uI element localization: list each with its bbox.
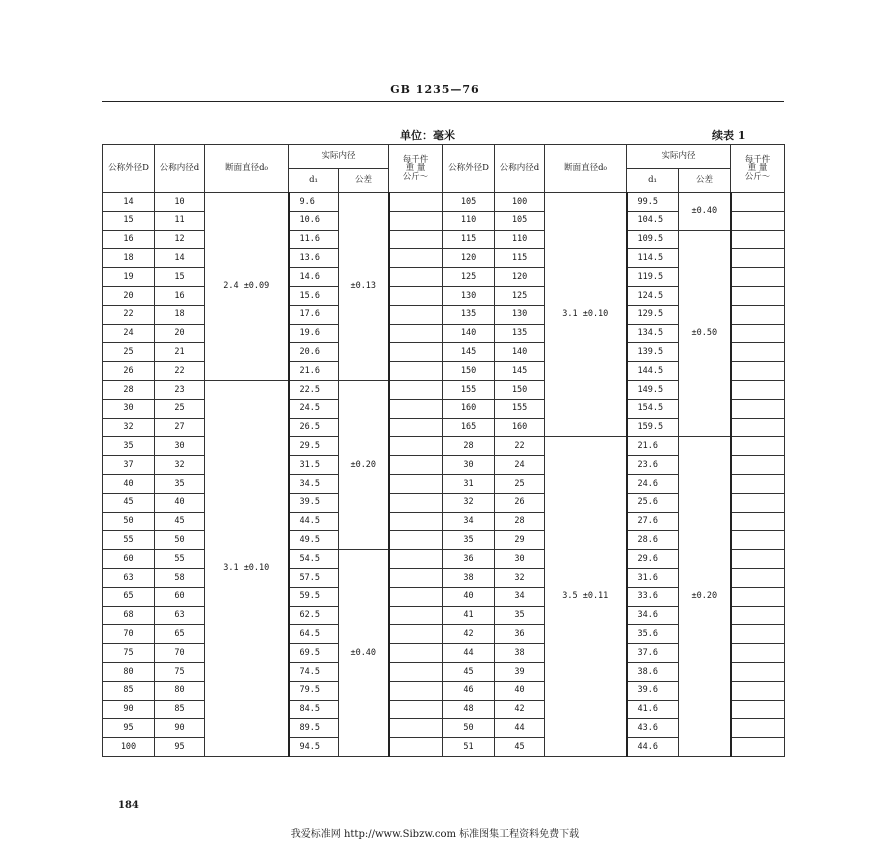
cell-outer-diameter-right: 51 (443, 738, 495, 757)
cell-weight (389, 418, 443, 437)
cell-inner-diameter: 18 (155, 305, 205, 324)
cell-weight-right (731, 305, 785, 324)
cell-outer-diameter-right: 155 (443, 380, 495, 399)
cell-outer-diameter-right: 34 (443, 512, 495, 531)
cell-inner-diameter: 12 (155, 230, 205, 249)
cell-outer-diameter-right: 44 (443, 644, 495, 663)
cell-actual-inner: 13.6 (289, 249, 339, 268)
cell-inner-diameter-right: 125 (495, 286, 545, 305)
cell-weight-right (731, 719, 785, 738)
header-d1-right: d₁ (627, 169, 679, 193)
cell-outer-diameter: 95 (103, 719, 155, 738)
cell-weight-right (731, 324, 785, 343)
cell-section-diameter-right: 3.5 ±0.11 (545, 437, 627, 757)
cell-outer-diameter: 65 (103, 587, 155, 606)
cell-outer-diameter-right: 105 (443, 193, 495, 212)
cell-inner-diameter-right: 45 (495, 738, 545, 757)
cell-inner-diameter: 25 (155, 399, 205, 418)
cell-inner-diameter-right: 40 (495, 681, 545, 700)
cell-outer-diameter: 35 (103, 437, 155, 456)
header-section-diameter: 断面直径d₀ (205, 145, 289, 193)
cell-weight (389, 380, 443, 399)
cell-inner-diameter-right: 30 (495, 550, 545, 569)
cell-outer-diameter-right: 145 (443, 343, 495, 362)
cell-weight-right (731, 286, 785, 305)
cell-outer-diameter-right: 50 (443, 719, 495, 738)
cell-inner-diameter-right: 100 (495, 193, 545, 212)
cell-inner-diameter: 70 (155, 644, 205, 663)
cell-weight (389, 211, 443, 230)
cell-inner-diameter: 14 (155, 249, 205, 268)
cell-weight (389, 719, 443, 738)
cell-actual-inner: 26.5 (289, 418, 339, 437)
cell-inner-diameter: 63 (155, 606, 205, 625)
cell-inner-diameter-right: 28 (495, 512, 545, 531)
cell-weight-right (731, 474, 785, 493)
cell-inner-diameter-right: 25 (495, 474, 545, 493)
cell-outer-diameter: 80 (103, 662, 155, 681)
cell-weight (389, 587, 443, 606)
cell-actual-inner-right: 99.5 (627, 193, 679, 212)
cell-actual-inner: 69.5 (289, 644, 339, 663)
cell-inner-diameter-right: 36 (495, 625, 545, 644)
cell-weight-right (731, 399, 785, 418)
cell-outer-diameter-right: 125 (443, 268, 495, 287)
cell-actual-inner-right: 149.5 (627, 380, 679, 399)
cell-actual-inner-right: 37.6 (627, 644, 679, 663)
cell-outer-diameter-right: 135 (443, 305, 495, 324)
cell-outer-diameter: 28 (103, 380, 155, 399)
header-row-1 (103, 145, 785, 169)
header-outer-diameter-right: 公称外径D (443, 145, 495, 193)
cell-inner-diameter: 23 (155, 380, 205, 399)
cell-outer-diameter-right: 150 (443, 362, 495, 381)
header-weight-line1: 每千件 (402, 154, 429, 165)
cell-actual-inner: 44.5 (289, 512, 339, 531)
cell-weight (389, 568, 443, 587)
cell-actual-inner: 64.5 (289, 625, 339, 644)
cell-actual-inner: 31.5 (289, 456, 339, 475)
header-tolerance: 公差 (339, 169, 389, 193)
header-actual-inner: 实际内径 (289, 145, 389, 169)
cell-weight (389, 738, 443, 757)
cell-actual-inner: 9.6 (289, 193, 339, 212)
cell-outer-diameter-right: 110 (443, 211, 495, 230)
cell-tolerance: ±0.20 (339, 380, 389, 549)
o-ring-spec-table (102, 144, 785, 757)
cell-inner-diameter: 65 (155, 625, 205, 644)
cell-outer-diameter: 22 (103, 305, 155, 324)
cell-inner-diameter: 32 (155, 456, 205, 475)
cell-actual-inner: 39.5 (289, 493, 339, 512)
cell-weight (389, 644, 443, 663)
cell-actual-inner: 49.5 (289, 531, 339, 550)
header-weight-line1-right: 每千件 (744, 154, 771, 165)
cell-inner-diameter-right: 29 (495, 531, 545, 550)
cell-outer-diameter-right: 41 (443, 606, 495, 625)
cell-actual-inner-right: 44.6 (627, 738, 679, 757)
cell-outer-diameter: 45 (103, 493, 155, 512)
cell-weight (389, 230, 443, 249)
cell-weight (389, 268, 443, 287)
cell-inner-diameter-right: 115 (495, 249, 545, 268)
cell-outer-diameter-right: 40 (443, 587, 495, 606)
cell-actual-inner-right: 129.5 (627, 305, 679, 324)
cell-inner-diameter: 10 (155, 193, 205, 212)
header-inner-diameter-right: 公称内径d (495, 145, 545, 193)
cell-weight-right (731, 418, 785, 437)
cell-outer-diameter: 24 (103, 324, 155, 343)
cell-inner-diameter: 45 (155, 512, 205, 531)
cell-outer-diameter-right: 38 (443, 568, 495, 587)
cell-outer-diameter: 75 (103, 644, 155, 663)
cell-actual-inner: 19.6 (289, 324, 339, 343)
cell-outer-diameter-right: 46 (443, 681, 495, 700)
cell-weight (389, 550, 443, 569)
cell-actual-inner-right: 139.5 (627, 343, 679, 362)
cell-inner-diameter: 30 (155, 437, 205, 456)
cell-weight-right (731, 380, 785, 399)
cell-inner-diameter-right: 150 (495, 380, 545, 399)
cell-weight-right (731, 550, 785, 569)
cell-actual-inner: 84.5 (289, 700, 339, 719)
cell-weight-right (731, 587, 785, 606)
cell-actual-inner: 34.5 (289, 474, 339, 493)
cell-inner-diameter-right: 39 (495, 662, 545, 681)
cell-weight (389, 193, 443, 212)
cell-section-diameter: 3.1 ±0.10 (205, 380, 289, 756)
cell-inner-diameter: 55 (155, 550, 205, 569)
cell-inner-diameter: 21 (155, 343, 205, 362)
cell-weight (389, 324, 443, 343)
cell-actual-inner-right: 109.5 (627, 230, 679, 249)
cell-outer-diameter: 16 (103, 230, 155, 249)
cell-actual-inner-right: 124.5 (627, 286, 679, 305)
cell-inner-diameter: 90 (155, 719, 205, 738)
header-weight-line2: 重 量 (405, 163, 426, 174)
cell-outer-diameter-right: 130 (443, 286, 495, 305)
cell-tolerance: ±0.40 (339, 550, 389, 757)
cell-inner-diameter: 85 (155, 700, 205, 719)
cell-outer-diameter-right: 115 (443, 230, 495, 249)
cell-weight-right (731, 625, 785, 644)
cell-actual-inner: 20.6 (289, 343, 339, 362)
cell-inner-diameter-right: 26 (495, 493, 545, 512)
cell-inner-diameter-right: 145 (495, 362, 545, 381)
cell-actual-inner: 17.6 (289, 305, 339, 324)
cell-tolerance-right: ±0.40 (679, 193, 731, 231)
header-weight-line3-right: 公斤～ (744, 171, 771, 182)
cell-weight (389, 700, 443, 719)
header-actual-inner-right: 实际内径 (627, 145, 731, 169)
cell-weight (389, 493, 443, 512)
cell-actual-inner: 94.5 (289, 738, 339, 757)
cell-outer-diameter-right: 35 (443, 531, 495, 550)
cell-weight-right (731, 644, 785, 663)
cell-weight-right (731, 662, 785, 681)
cell-weight-right (731, 230, 785, 249)
cell-inner-diameter-right: 24 (495, 456, 545, 475)
cell-outer-diameter: 90 (103, 700, 155, 719)
cell-actual-inner-right: 25.6 (627, 493, 679, 512)
cell-section-diameter-right: 3.1 ±0.10 (545, 193, 627, 437)
continued-label: 续表 1 (712, 129, 746, 142)
cell-actual-inner-right: 159.5 (627, 418, 679, 437)
cell-outer-diameter-right: 36 (443, 550, 495, 569)
cell-inner-diameter: 16 (155, 286, 205, 305)
footer-source: 我爱标准网 http://www.Sibzw.com 标准图集工程资料免费下载 (290, 829, 580, 840)
cell-inner-diameter-right: 35 (495, 606, 545, 625)
unit-label: 单位：毫米 (400, 129, 455, 142)
cell-outer-diameter: 14 (103, 193, 155, 212)
cell-outer-diameter: 19 (103, 268, 155, 287)
cell-outer-diameter: 60 (103, 550, 155, 569)
cell-outer-diameter: 30 (103, 399, 155, 418)
cell-inner-diameter-right: 42 (495, 700, 545, 719)
cell-weight-right (731, 738, 785, 757)
cell-actual-inner-right: 104.5 (627, 211, 679, 230)
cell-outer-diameter-right: 48 (443, 700, 495, 719)
header-tolerance-right: 公差 (679, 169, 731, 193)
cell-weight (389, 343, 443, 362)
cell-weight (389, 305, 443, 324)
cell-weight (389, 362, 443, 381)
cell-inner-diameter: 50 (155, 531, 205, 550)
cell-weight-right (731, 531, 785, 550)
page-number: 184 (118, 800, 139, 811)
cell-weight-right (731, 700, 785, 719)
cell-actual-inner-right: 27.6 (627, 512, 679, 531)
cell-inner-diameter: 11 (155, 211, 205, 230)
cell-weight-right (731, 568, 785, 587)
cell-weight (389, 286, 443, 305)
cell-weight (389, 531, 443, 550)
cell-actual-inner: 29.5 (289, 437, 339, 456)
cell-actual-inner-right: 21.6 (627, 437, 679, 456)
cell-outer-diameter-right: 30 (443, 456, 495, 475)
cell-inner-diameter-right: 34 (495, 587, 545, 606)
cell-inner-diameter-right: 38 (495, 644, 545, 663)
cell-actual-inner: 15.6 (289, 286, 339, 305)
cell-inner-diameter-right: 22 (495, 437, 545, 456)
cell-weight (389, 606, 443, 625)
cell-outer-diameter-right: 120 (443, 249, 495, 268)
cell-inner-diameter: 75 (155, 662, 205, 681)
cell-actual-inner: 79.5 (289, 681, 339, 700)
cell-weight (389, 456, 443, 475)
cell-actual-inner-right: 35.6 (627, 625, 679, 644)
cell-outer-diameter: 26 (103, 362, 155, 381)
cell-actual-inner-right: 23.6 (627, 456, 679, 475)
cell-actual-inner: 22.5 (289, 380, 339, 399)
cell-inner-diameter-right: 105 (495, 211, 545, 230)
cell-inner-diameter: 58 (155, 568, 205, 587)
cell-outer-diameter: 68 (103, 606, 155, 625)
cell-actual-inner-right: 34.6 (627, 606, 679, 625)
cell-weight-right (731, 606, 785, 625)
cell-outer-diameter: 40 (103, 474, 155, 493)
cell-actual-inner-right: 29.6 (627, 550, 679, 569)
cell-weight-right (731, 343, 785, 362)
cell-actual-inner-right: 154.5 (627, 399, 679, 418)
cell-weight-right (731, 193, 785, 212)
cell-weight (389, 512, 443, 531)
cell-inner-diameter: 27 (155, 418, 205, 437)
cell-actual-inner-right: 24.6 (627, 474, 679, 493)
cell-actual-inner-right: 144.5 (627, 362, 679, 381)
cell-actual-inner: 21.6 (289, 362, 339, 381)
cell-actual-inner: 59.5 (289, 587, 339, 606)
cell-outer-diameter-right: 140 (443, 324, 495, 343)
table-body (103, 193, 785, 757)
cell-inner-diameter-right: 160 (495, 418, 545, 437)
cell-inner-diameter: 15 (155, 268, 205, 287)
cell-section-diameter: 2.4 ±0.09 (205, 193, 289, 381)
cell-inner-diameter-right: 130 (495, 305, 545, 324)
cell-inner-diameter: 95 (155, 738, 205, 757)
cell-outer-diameter-right: 31 (443, 474, 495, 493)
cell-actual-inner-right: 33.6 (627, 587, 679, 606)
cell-inner-diameter: 40 (155, 493, 205, 512)
cell-weight (389, 249, 443, 268)
cell-inner-diameter: 22 (155, 362, 205, 381)
cell-weight (389, 399, 443, 418)
cell-inner-diameter-right: 135 (495, 324, 545, 343)
cell-inner-diameter-right: 140 (495, 343, 545, 362)
cell-outer-diameter: 25 (103, 343, 155, 362)
cell-weight (389, 474, 443, 493)
header-outer-diameter: 公称外径D (103, 145, 155, 193)
cell-actual-inner: 11.6 (289, 230, 339, 249)
cell-tolerance-right: ±0.20 (679, 437, 731, 757)
cell-weight-right (731, 249, 785, 268)
header-weight-right (731, 145, 785, 193)
cell-outer-diameter: 15 (103, 211, 155, 230)
cell-actual-inner: 10.6 (289, 211, 339, 230)
cell-inner-diameter-right: 120 (495, 268, 545, 287)
cell-inner-diameter: 60 (155, 587, 205, 606)
cell-outer-diameter: 37 (103, 456, 155, 475)
cell-inner-diameter-right: 32 (495, 568, 545, 587)
header-inner-diameter: 公称内径d (155, 145, 205, 193)
cell-actual-inner-right: 41.6 (627, 700, 679, 719)
header-weight-line2-right: 重 量 (747, 163, 768, 174)
cell-outer-diameter: 70 (103, 625, 155, 644)
cell-weight-right (731, 456, 785, 475)
cell-inner-diameter: 20 (155, 324, 205, 343)
cell-outer-diameter: 63 (103, 568, 155, 587)
cell-actual-inner: 54.5 (289, 550, 339, 569)
cell-inner-diameter-right: 110 (495, 230, 545, 249)
cell-weight-right (731, 681, 785, 700)
cell-actual-inner: 89.5 (289, 719, 339, 738)
cell-outer-diameter: 85 (103, 681, 155, 700)
header-d1: d₁ (289, 169, 339, 193)
cell-outer-diameter-right: 165 (443, 418, 495, 437)
cell-actual-inner-right: 39.6 (627, 681, 679, 700)
cell-actual-inner-right: 31.6 (627, 568, 679, 587)
cell-outer-diameter: 20 (103, 286, 155, 305)
cell-actual-inner-right: 43.6 (627, 719, 679, 738)
cell-tolerance: ±0.13 (339, 193, 389, 381)
cell-weight-right (731, 437, 785, 456)
header-section-diameter-right: 断面直径d₀ (545, 145, 627, 193)
cell-actual-inner-right: 28.6 (627, 531, 679, 550)
cell-actual-inner-right: 134.5 (627, 324, 679, 343)
cell-inner-diameter-right: 155 (495, 399, 545, 418)
cell-outer-diameter: 32 (103, 418, 155, 437)
cell-outer-diameter-right: 42 (443, 625, 495, 644)
cell-actual-inner: 14.6 (289, 268, 339, 287)
table-row (103, 193, 785, 212)
cell-inner-diameter-right: 44 (495, 719, 545, 738)
cell-outer-diameter-right: 45 (443, 662, 495, 681)
cell-outer-diameter: 100 (103, 738, 155, 757)
cell-weight-right (731, 512, 785, 531)
cell-actual-inner-right: 38.6 (627, 662, 679, 681)
header-weight-line3: 公斤～ (402, 171, 429, 182)
cell-weight-right (731, 211, 785, 230)
standard-code: GB 1235—76 (390, 83, 480, 96)
cell-tolerance-right: ±0.50 (679, 230, 731, 437)
cell-outer-diameter: 50 (103, 512, 155, 531)
cell-weight-right (731, 268, 785, 287)
cell-actual-inner-right: 114.5 (627, 249, 679, 268)
cell-outer-diameter-right: 32 (443, 493, 495, 512)
cell-outer-diameter-right: 28 (443, 437, 495, 456)
cell-outer-diameter: 55 (103, 531, 155, 550)
cell-weight (389, 625, 443, 644)
cell-weight (389, 437, 443, 456)
cell-outer-diameter-right: 160 (443, 399, 495, 418)
cell-inner-diameter: 80 (155, 681, 205, 700)
cell-actual-inner: 24.5 (289, 399, 339, 418)
cell-weight (389, 662, 443, 681)
header-weight (389, 145, 443, 193)
cell-weight-right (731, 493, 785, 512)
cell-outer-diameter: 18 (103, 249, 155, 268)
top-rule (102, 101, 784, 102)
cell-weight-right (731, 362, 785, 381)
cell-inner-diameter: 35 (155, 474, 205, 493)
cell-actual-inner: 57.5 (289, 568, 339, 587)
cell-weight (389, 681, 443, 700)
cell-actual-inner: 74.5 (289, 662, 339, 681)
cell-actual-inner-right: 119.5 (627, 268, 679, 287)
cell-actual-inner: 62.5 (289, 606, 339, 625)
